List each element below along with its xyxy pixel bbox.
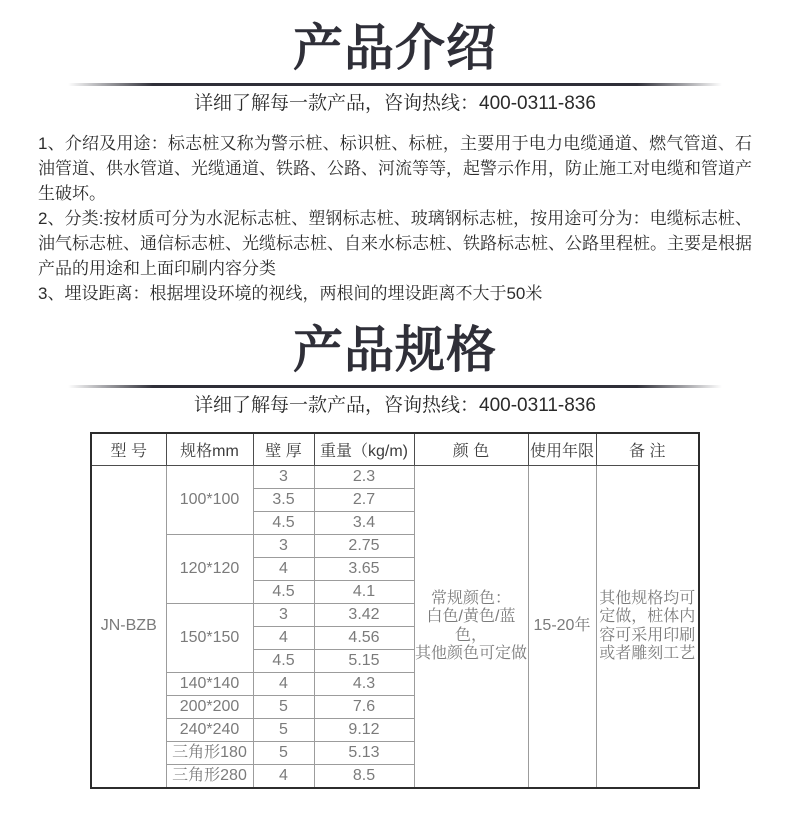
weight-cell: 2.3 (314, 466, 414, 489)
paragraph-burial-distance: 3、埋设距离：根据埋设环境的视线，两根间的埋设距离不大于50米 (38, 284, 543, 303)
spec-cell-triangle-280: 三角形280 (166, 765, 253, 789)
spec-cell-100x100: 100*100 (166, 466, 253, 535)
table-row (91, 466, 699, 489)
model-cell: JN-BZB (91, 466, 166, 789)
weight-cell: 2.75 (314, 535, 414, 558)
spec-cell-200x200: 200*200 (166, 696, 253, 719)
thickness-cell: 3.5 (253, 489, 314, 512)
weight-cell: 4.3 (314, 673, 414, 696)
paragraph-usage: 1、介绍及用途：标志桩又称为警示桩、标识桩、标桩，主要用于电力电缆通道、燃气管道、石油管道、供水管道、光缆通道、铁路、公路、河流等等，起警示作用，防止施工对电缆和管道产生破坏。 (38, 134, 752, 203)
color-cell (414, 466, 528, 789)
spec-cell-150x150: 150*150 (166, 604, 253, 673)
weight-cell: 9.12 (314, 719, 414, 742)
intro-title: 产品介绍 (293, 20, 497, 76)
remark-cell: 其他规格均可定做，桩体内容可采用印刷或者雕刻工艺 (596, 466, 699, 789)
thickness-cell: 4.5 (253, 650, 314, 673)
spec-cell-240x240: 240*240 (166, 719, 253, 742)
weight-cell: 7.6 (314, 696, 414, 719)
header-remark: 备 注 (596, 433, 699, 466)
color-line: 白色/黄色/蓝色， (426, 608, 516, 644)
header-wall-thickness: 壁 厚 (253, 433, 314, 466)
thickness-cell: 4.5 (253, 581, 314, 604)
intro-paragraphs (38, 131, 752, 306)
thickness-cell: 3 (253, 604, 314, 627)
weight-cell: 2.7 (314, 489, 414, 512)
weight-cell: 4.56 (314, 627, 414, 650)
header-color: 颜 色 (414, 433, 528, 466)
weight-cell: 3.42 (314, 604, 414, 627)
weight-cell: 8.5 (314, 765, 414, 789)
spec-table (90, 432, 700, 789)
thickness-cell: 4 (253, 558, 314, 581)
thickness-cell: 5 (253, 696, 314, 719)
spec-table-header-row (91, 433, 699, 466)
section-intro (0, 0, 790, 306)
intro-hotline-subtitle: 详细了解每一款产品，咨询热线：400-0311-836 (194, 93, 596, 114)
header-weight: 重量（kg/m) (314, 433, 414, 466)
weight-cell: 5.13 (314, 742, 414, 765)
thickness-cell: 4 (253, 627, 314, 650)
thickness-cell: 4.5 (253, 512, 314, 535)
thickness-cell: 3 (253, 535, 314, 558)
specs-hotline-subtitle: 详细了解每一款产品，咨询热线：400-0311-836 (194, 395, 596, 416)
color-line: 其他颜色可定做 (414, 644, 527, 662)
spec-cell-triangle-180: 三角形180 (166, 742, 253, 765)
service-life-cell: 15-20年 (528, 466, 596, 789)
thickness-cell: 4 (253, 673, 314, 696)
weight-cell: 3.65 (314, 558, 414, 581)
header-model: 型 号 (91, 433, 166, 466)
spec-cell-140x140: 140*140 (166, 673, 253, 696)
weight-cell: 5.15 (314, 650, 414, 673)
color-line: 常规颜色： (430, 589, 511, 607)
section-specs (0, 306, 790, 789)
thickness-cell: 5 (253, 742, 314, 765)
specs-divider-line (68, 385, 722, 388)
intro-divider-line (68, 83, 722, 86)
specs-title: 产品规格 (293, 322, 497, 378)
paragraph-classification: 2、分类:按材质可分为水泥标志桩、塑钢标志桩、玻璃钢标志桩，按用途可分为：电缆标志桩、油气标志桩、通信标志桩、光缆标志桩、自来水标志桩、铁路标志桩、公路里程桩。主要是根据产品的用途和上面印刷内容分类 (38, 209, 752, 278)
thickness-cell: 5 (253, 719, 314, 742)
header-service-life: 使用年限 (528, 433, 596, 466)
spec-cell-120x120: 120*120 (166, 535, 253, 604)
header-spec-mm: 规格mm (166, 433, 253, 466)
thickness-cell: 3 (253, 466, 314, 489)
thickness-cell: 4 (253, 765, 314, 789)
weight-cell: 4.1 (314, 581, 414, 604)
weight-cell: 3.4 (314, 512, 414, 535)
